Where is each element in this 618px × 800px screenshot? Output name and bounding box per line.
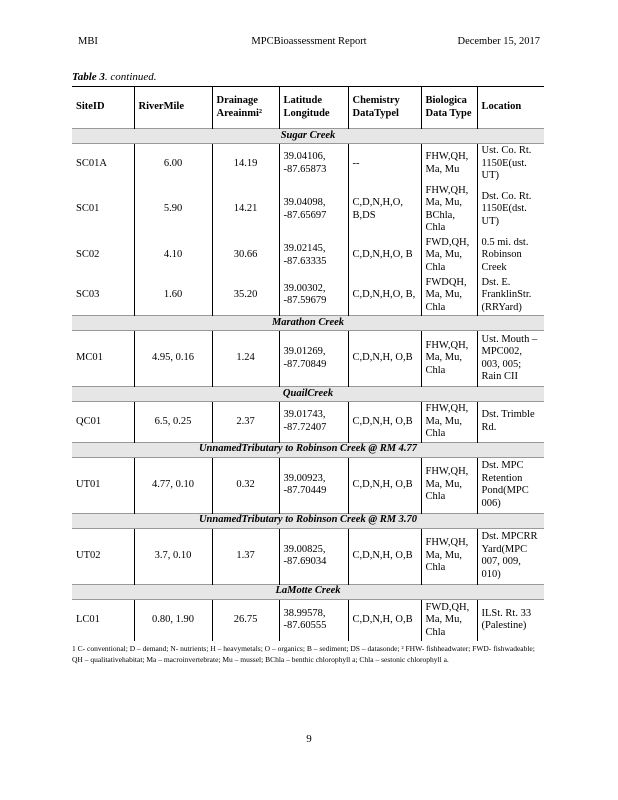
table-row xyxy=(72,236,544,276)
col-header-site: SiteID xyxy=(76,101,105,113)
site-id-cell: UT01 xyxy=(76,478,101,490)
section-title: LaMotte Creek xyxy=(72,584,544,599)
footnote: 1 C- conventional; D – demand; N- nutrients; H – heavymetals; O – organics; B – sediment; DS – datasonde; ² FHW- fishheadwater; FWD- fishwadeable; QH – qualitativehabitat; Ma – macroinvertebrate; Mu – mussel; BChla – benthic chlorophyll a; Chla – sestonic chlorophyll a. xyxy=(72,644,535,664)
table-row xyxy=(72,457,544,513)
site-id-cell: SC03 xyxy=(76,289,100,300)
biological-cell: FHW,QH, Ma, Mu, Chla xyxy=(421,402,477,443)
drainage-area-cell: 14.21 xyxy=(212,184,279,236)
table-row xyxy=(72,184,544,236)
site-id-cell: SC01A xyxy=(76,157,107,169)
site-id-cell: LC01 xyxy=(76,614,100,625)
chemistry-cell: C,D,N,H, O,B xyxy=(348,528,421,584)
drainage-area-cell: 26.75 xyxy=(212,599,279,641)
river-mile-cell: 3.7, 0.10 xyxy=(134,528,212,584)
site-table xyxy=(72,86,544,641)
location-cell: Ust. Mouth – MPC002, 003, 005; Rain CII xyxy=(477,331,544,387)
biological-cell: FWD,QH, Ma, Mu, Chla xyxy=(421,599,477,641)
river-mile-cell: 6.00 xyxy=(134,144,212,184)
section-row xyxy=(72,387,544,402)
biological-cell: FHW,QH, Ma, Mu xyxy=(421,144,477,184)
drainage-area-cell: 0.32 xyxy=(212,457,279,513)
table-row xyxy=(72,528,544,584)
section-row xyxy=(72,584,544,599)
lat-lon-cell: 39.04098, -87.65697 xyxy=(279,184,348,236)
chemistry-cell: C,D,N,H,O, B xyxy=(348,236,421,276)
col-header-drainage: Drainage Areainmi² xyxy=(212,87,279,129)
lat-lon-cell: 38.99578, -87.60555 xyxy=(279,599,348,641)
chemistry-cell: C,D,N,H,O, B, xyxy=(348,276,421,316)
table-caption-label: Table 3 xyxy=(72,71,105,83)
drainage-area-cell: 30.66 xyxy=(212,236,279,276)
chemistry-cell: C,D,N,H,O, B,DS xyxy=(348,184,421,236)
site-id-cell: SC02 xyxy=(76,249,100,261)
section-row xyxy=(72,316,544,331)
table-caption xyxy=(72,71,157,83)
table-caption-text: . continued. xyxy=(104,71,157,83)
biological-cell: FWDQH, Ma, Mu, Chla xyxy=(421,276,477,316)
river-mile-cell: 4.77, 0.10 xyxy=(134,457,212,513)
biological-cell: FHW,QH, Ma, Mu, BChla, Chla xyxy=(421,184,477,236)
drainage-area-cell: 35.20 xyxy=(212,276,279,316)
col-header-location: Location xyxy=(477,87,544,129)
section-title: QuailCreek xyxy=(72,387,544,402)
chemistry-cell: -- xyxy=(348,144,421,184)
table-header-row xyxy=(72,87,544,129)
table-row xyxy=(72,331,544,387)
river-mile-cell: 6.5, 0.25 xyxy=(134,402,212,443)
drainage-area-cell: 14.19 xyxy=(212,144,279,184)
drainage-area-cell: 1.37 xyxy=(212,528,279,584)
lat-lon-cell: 39.04106, -87.65873 xyxy=(279,144,348,184)
biological-cell: FHW,QH, Ma, Mu, Chla xyxy=(421,528,477,584)
location-cell: Ust. Co. Rt. 1150E(ust. UT) xyxy=(477,144,544,184)
location-cell: Dst. Trimble Rd. xyxy=(477,402,544,443)
table-row xyxy=(72,402,544,443)
table-row xyxy=(72,276,544,316)
location-cell: ILSt. Rt. 33 (Palestine) xyxy=(477,599,544,641)
location-cell: Dst. MPCRR Yard(MPC 007, 009, 010) xyxy=(477,528,544,584)
site-id-cell: UT02 xyxy=(76,549,101,561)
table-row xyxy=(72,599,544,641)
biological-cell: FWD,QH, Ma, Mu, Chla xyxy=(421,236,477,276)
lat-lon-cell: 39.01269, -87.70849 xyxy=(279,331,348,387)
section-row xyxy=(72,442,544,457)
location-cell: Dst. MPC Retention Pond(MPC 006) xyxy=(477,457,544,513)
river-mile-cell: 1.60 xyxy=(134,276,212,316)
location-cell: Dst. E. FranklinStr. (RRYard) xyxy=(477,276,544,316)
river-mile-cell: 0.80, 1.90 xyxy=(134,599,212,641)
lat-lon-cell: 39.00825, -87.69034 xyxy=(279,528,348,584)
lat-lon-cell: 39.02145, -87.63335 xyxy=(279,236,348,276)
drainage-area-cell: 1.24 xyxy=(212,331,279,387)
header-title: MPCBioassessment Report xyxy=(251,36,367,47)
col-header-chemistry: Chemistry DataTypel xyxy=(348,87,421,129)
chemistry-cell: C,D,N,H, O,B xyxy=(348,599,421,641)
lat-lon-cell: 39.00923, -87.70449 xyxy=(279,457,348,513)
river-mile-cell: 4.95, 0.16 xyxy=(134,331,212,387)
section-title: Marathon Creek xyxy=(72,316,544,331)
lat-lon-cell: 39.01743, -87.72407 xyxy=(279,402,348,443)
col-header-latlon: Latitude Longitude xyxy=(279,87,348,129)
biological-cell: FHW,QH, Ma, Mu, Chla xyxy=(421,457,477,513)
chemistry-cell: C,D,N,H, O,B xyxy=(348,331,421,387)
section-title: UnnamedTributary to Robinson Creek @ RM 4.77 xyxy=(72,442,544,457)
site-id-cell: SC01 xyxy=(76,203,100,215)
col-header-rivermile: RiverMile xyxy=(134,87,212,129)
biological-cell: FHW,QH, Ma, Mu, Chla xyxy=(421,331,477,387)
col-header-biological: Biologica Data Type xyxy=(421,87,477,129)
page-number: 9 xyxy=(306,733,312,745)
site-id-cell: MC01 xyxy=(76,352,103,364)
table-row xyxy=(72,144,544,184)
section-row xyxy=(72,129,544,144)
location-cell: Dst. Co. Rt. 1150E(dst. UT) xyxy=(477,184,544,236)
river-mile-cell: 4.10 xyxy=(134,236,212,276)
header-left: MBI xyxy=(78,36,98,47)
section-title: UnnamedTributary to Robinson Creek @ RM 3.70 xyxy=(72,513,544,528)
river-mile-cell: 5.90 xyxy=(134,184,212,236)
header-date: December 15, 2017 xyxy=(457,36,540,47)
section-row xyxy=(72,513,544,528)
drainage-area-cell: 2.37 xyxy=(212,402,279,443)
chemistry-cell: C,D,N,H, O,B xyxy=(348,402,421,443)
chemistry-cell: C,D,N,H, O,B xyxy=(348,457,421,513)
location-cell: 0.5 mi. dst. Robinson Creek xyxy=(477,236,544,276)
section-title: Sugar Creek xyxy=(72,129,544,144)
lat-lon-cell: 39.00302, -87.59679 xyxy=(279,276,348,316)
site-id-cell: QC01 xyxy=(76,415,102,427)
